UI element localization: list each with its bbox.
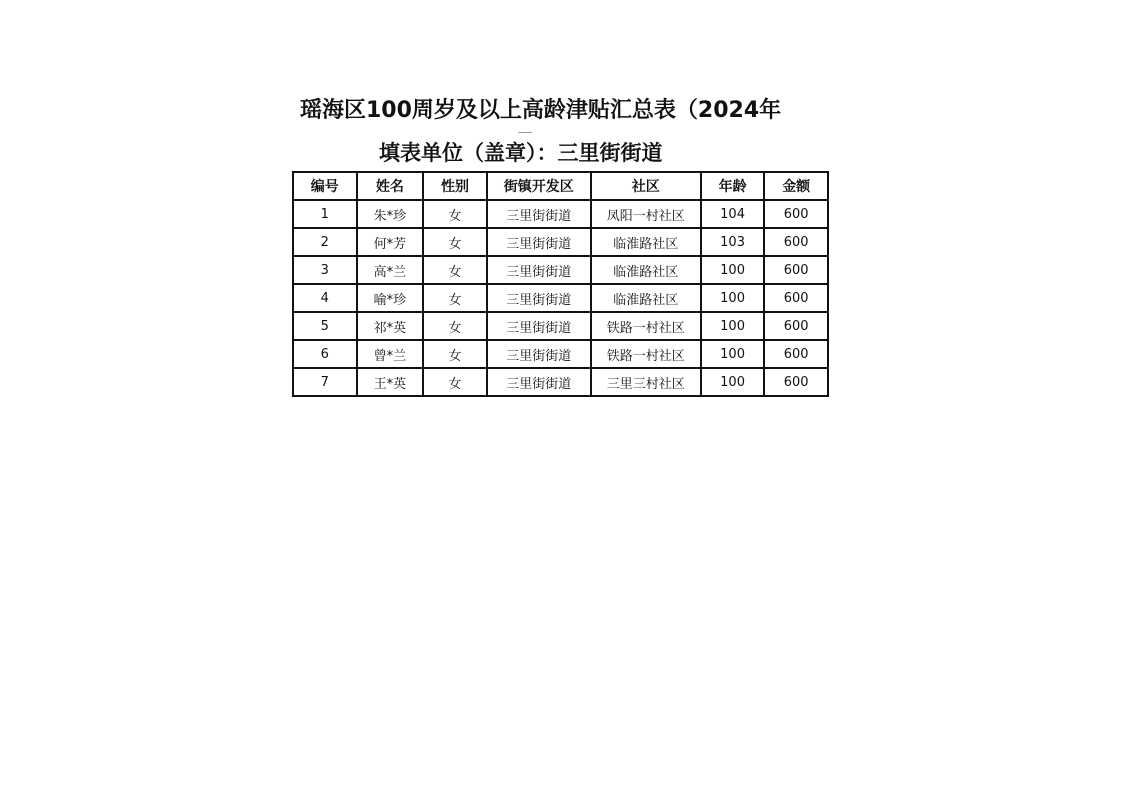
cell-community: 凤阳一村社区: [591, 200, 701, 228]
cell-community: 临淮路社区: [591, 228, 701, 256]
cell-name: 何*芳: [357, 228, 424, 256]
header-age: 年龄: [701, 172, 765, 200]
cell-number: 2: [293, 228, 357, 256]
table-row: [293, 368, 828, 396]
cell-subdistrict: 三里街街道: [487, 368, 591, 396]
filling-unit-line: 填表单位（盖章）：三里街街道: [379, 141, 663, 165]
table-row: [293, 200, 828, 228]
cell-age: 100: [701, 284, 765, 312]
cell-community: 临淮路社区: [591, 284, 701, 312]
cell-name: 王*英: [357, 368, 424, 396]
table-row: [293, 284, 828, 312]
header-gender: 性别: [423, 172, 487, 200]
cell-community: 铁路一村社区: [591, 340, 701, 368]
cell-amount: 600: [764, 256, 828, 284]
cell-gender: 女: [423, 228, 487, 256]
cell-amount: 600: [764, 200, 828, 228]
cell-subdistrict: 三里街街道: [487, 312, 591, 340]
cell-number: 5: [293, 312, 357, 340]
header-amount: 金额: [764, 172, 828, 200]
cell-amount: 600: [764, 340, 828, 368]
cell-name: 朱*珍: [357, 200, 424, 228]
cell-number: 3: [293, 256, 357, 284]
cell-amount: 600: [764, 228, 828, 256]
header-number: 编号: [293, 172, 357, 200]
table-row: [293, 256, 828, 284]
cell-name: 喻*珍: [357, 284, 424, 312]
cell-amount: 600: [764, 368, 828, 396]
cell-age: 100: [701, 368, 765, 396]
cell-name: 高*兰: [357, 256, 424, 284]
header-name: 姓名: [357, 172, 424, 200]
cell-number: 4: [293, 284, 357, 312]
cell-age: 104: [701, 200, 765, 228]
cell-gender: 女: [423, 284, 487, 312]
cell-subdistrict: 三里街街道: [487, 228, 591, 256]
cell-gender: 女: [423, 340, 487, 368]
cell-community: 三里三村社区: [591, 368, 701, 396]
header-subdistrict: 街镇开发区: [487, 172, 591, 200]
document-title: 瑶海区100周岁及以上高龄津贴汇总表（2024年: [300, 98, 782, 123]
cell-age: 100: [701, 340, 765, 368]
cell-subdistrict: 三里街街道: [487, 284, 591, 312]
cell-number: 1: [293, 200, 357, 228]
cell-age: 100: [701, 312, 765, 340]
cell-age: 103: [701, 228, 765, 256]
cell-number: 7: [293, 368, 357, 396]
cell-age: 100: [701, 256, 765, 284]
cell-subdistrict: 三里街街道: [487, 200, 591, 228]
cell-name: 祁*英: [357, 312, 424, 340]
cell-amount: 600: [764, 312, 828, 340]
table-row: [293, 228, 828, 256]
table-header-row: [293, 172, 828, 200]
table-row: [293, 312, 828, 340]
cell-community: 铁路一村社区: [591, 312, 701, 340]
cell-amount: 600: [764, 284, 828, 312]
header-community: 社区: [591, 172, 701, 200]
cell-community: 临淮路社区: [591, 256, 701, 284]
cell-name: 曾*兰: [357, 340, 424, 368]
cell-gender: 女: [423, 200, 487, 228]
cell-gender: 女: [423, 312, 487, 340]
cell-subdistrict: 三里街街道: [487, 340, 591, 368]
table-row: [293, 340, 828, 368]
cell-gender: 女: [423, 256, 487, 284]
subsidy-table: [292, 171, 829, 397]
cell-subdistrict: 三里街街道: [487, 256, 591, 284]
cell-number: 6: [293, 340, 357, 368]
cell-gender: 女: [423, 368, 487, 396]
title-underline-mark: [518, 132, 532, 133]
